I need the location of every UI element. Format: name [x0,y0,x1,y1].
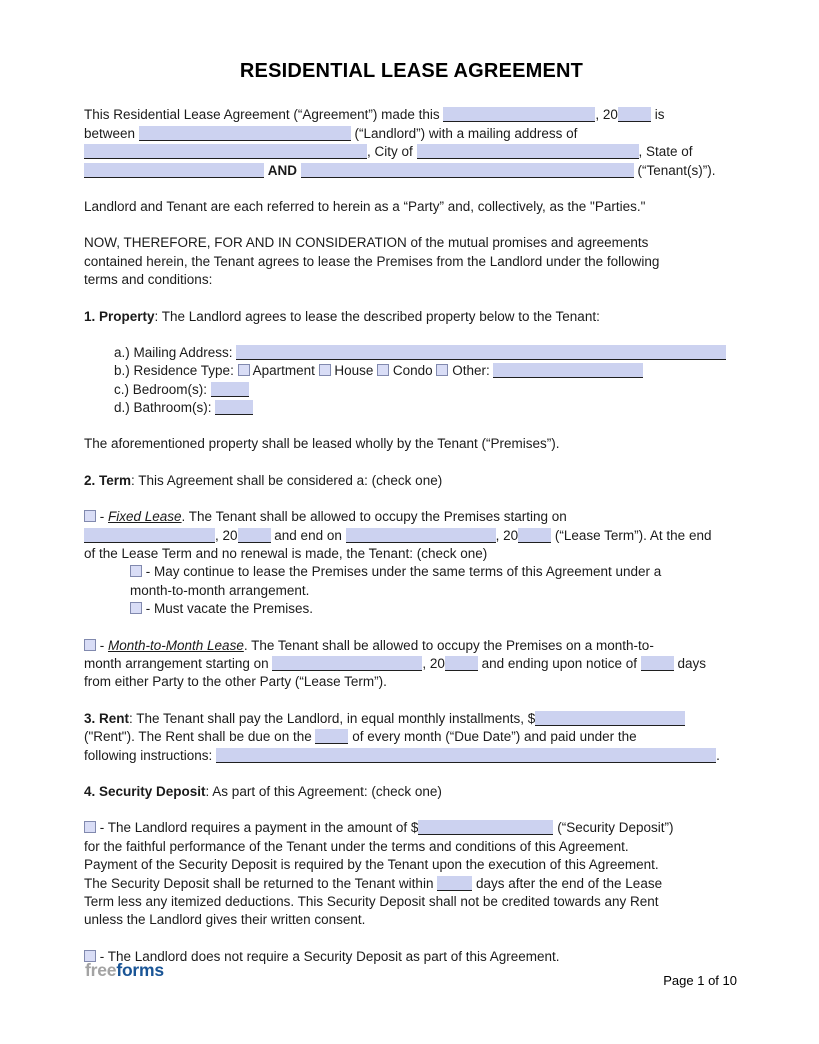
text-run: , 20 [422,656,445,671]
property-section-heading [84,308,739,326]
text-line [84,472,739,490]
blank-field[interactable] [641,656,674,671]
checkbox[interactable] [319,364,331,376]
text-line [84,234,739,252]
text-run: , City of [367,144,417,160]
text-line [84,253,739,271]
text-run: AND [267,162,298,178]
blank-field[interactable] [238,528,271,543]
blank-field[interactable] [346,528,496,543]
blank-field[interactable] [493,363,643,378]
text-run: The aforementioned property shall be leased wholly by the Tenant (“Premises”). [84,436,560,452]
checkbox[interactable] [377,364,389,376]
text-line [84,819,739,837]
text-run: days [673,656,707,671]
checkbox[interactable] [436,364,448,376]
text-run: - [96,637,108,653]
text-line [84,856,739,874]
text-run: : This Agreement shall be considered a: (check one) [131,472,443,488]
blank-field[interactable] [139,126,351,141]
text-line [84,362,739,380]
consideration-paragraph [84,234,739,289]
text-line [84,710,739,728]
text-line [84,747,739,765]
text-run: , 20 [495,527,519,543]
text-run: Other: [448,363,494,379]
text-run: , 20 [595,107,618,123]
text-run: - The Landlord requires a payment in the amount of $ [96,820,419,836]
text-run: ("Rent"). The Rent shall be due on the [84,729,316,745]
text-run: Condo [389,363,437,379]
text-run: House [330,363,378,379]
blank-field[interactable] [236,345,726,360]
text-run: following instructions: [84,747,217,763]
text-run: Fixed Lease [108,509,182,525]
text-run: - May continue to lease the Premises under the same terms of this Agreement under a [142,564,662,580]
text-run: of the Lease Term and no renewal is made, the Tenant: (check one) [84,546,488,562]
blank-field[interactable] [445,656,478,671]
document-title: RESIDENTIAL LEASE AGREEMENT [239,60,584,82]
text-run: . [716,747,720,763]
text-run: contained herein, the Tenant agrees to lease the Premises from the Landlord under the following [84,253,660,269]
text-run: month arrangement starting on [84,656,273,671]
checkbox[interactable] [130,602,142,614]
text-run: b.) Residence Type: [114,363,238,379]
text-run: 3. Rent [84,710,130,726]
text-line [84,655,739,673]
blank-field[interactable] [417,144,639,159]
text-line [84,508,739,526]
text-line [84,893,739,911]
text-run: Term less any itemized deductions. This Security Deposit shall not be credited towards any Rent [84,893,659,909]
text-line [84,582,739,600]
text-run: The Security Deposit shall be returned to the Tenant within [84,875,438,891]
text-run: - [96,509,108,525]
text-run: d.) Bathroom(s): [114,400,216,416]
text-run: from either Party to the other Party (“Lease Term”). [84,674,387,690]
text-run: This Residential Lease Agreement (“Agreement”) made this [84,107,444,123]
blank-field[interactable] [315,729,348,744]
text-line [84,527,739,545]
text-run: Landlord and Tenant are each referred to herein as a “Party” and, collectively, as the "Parties." [84,198,646,214]
text-line [84,344,739,362]
text-run: for the faithful performance of the Tenant under the terms and conditions of this Agreement. [84,838,629,854]
blank-field[interactable] [535,711,685,726]
text-line [84,673,739,691]
text-run: (“Security Deposit”) [553,820,674,836]
blank-field[interactable] [84,528,215,543]
blank-field[interactable] [437,876,472,891]
freeforms-logo [85,961,164,979]
blank-field[interactable] [211,382,249,397]
page-number: Page 1 of 10 [663,973,737,988]
text-line [84,838,739,856]
text-run: NOW, THEREFORE, FOR AND IN CONSIDERATION of the mutual promises and agreements [84,235,649,251]
text-run: 1. Property [84,308,155,324]
text-run: : The Landlord agrees to lease the described property below to the Tenant: [154,308,600,324]
document-body [84,106,739,966]
text-run: : As part of this Agreement: (check one) [205,783,442,799]
text-run: between [84,125,139,141]
intro-paragraph [84,106,739,180]
blank-field[interactable] [418,820,553,835]
text-line [84,125,739,143]
text-line [84,948,739,966]
text-line [84,271,739,289]
blank-field[interactable] [84,163,264,178]
premises-paragraph [84,435,739,453]
text-run: - The Landlord does not require a Security Deposit as part of this Agreement. [96,948,560,964]
text-line [84,308,739,326]
blank-field[interactable] [443,107,595,122]
text-run: (“Lease Term”). At the end [551,527,712,543]
text-run: , State of [638,144,693,160]
text-line [84,106,739,124]
text-run: : The Tenant shall pay the Landlord, in equal monthly installments, $ [129,710,536,726]
text-line [84,783,739,801]
checkbox[interactable] [130,565,142,577]
text-run: is [650,107,665,123]
text-run: Payment of the Security Deposit is required by the Tenant upon the execution of this Agreement. [84,857,659,873]
text-run: , 20 [215,527,238,543]
text-run: 4. Security Deposit [84,783,206,799]
security-deposit-not-required-option [84,948,739,966]
text-line [84,435,739,453]
text-line [84,600,739,618]
text-line [84,875,739,893]
text-run: . The Tenant shall be allowed to occupy the Premises starting on [181,509,567,525]
text-line [84,143,739,161]
logo-free-text: free [85,960,117,980]
checkbox[interactable] [84,639,96,651]
blank-field[interactable] [272,656,422,671]
text-line [84,381,739,399]
checkbox[interactable] [84,821,96,833]
text-run: terms and conditions: [84,272,213,288]
term-section-heading [84,472,739,490]
checkbox[interactable] [84,510,96,522]
text-line [84,545,739,563]
security-deposit-required-option [84,819,739,929]
blank-field[interactable] [84,144,367,159]
text-line [84,162,739,180]
text-line [84,637,739,655]
text-run: (“Landlord”) with a mailing address of [350,125,578,141]
text-line [84,399,739,417]
blank-field[interactable] [216,748,716,763]
text-run: (“Tenant(s)”). [633,162,716,178]
text-run: unless the Landlord gives their written consent. [84,912,366,928]
property-list [84,344,739,418]
text-run: Month-to-Month Lease [108,637,244,653]
blank-field[interactable] [215,400,253,415]
text-line [84,728,739,746]
text-run: - Must vacate the Premises. [142,601,314,617]
parties-paragraph [84,198,739,216]
month-to-month-option [84,637,739,692]
document-content [84,62,739,966]
text-line [84,198,739,216]
rent-section [84,710,739,765]
text-line [84,563,739,581]
logo-forms-text: forms [116,960,164,980]
blank-field[interactable] [518,528,551,543]
text-run: Apartment [249,363,319,379]
text-run: c.) Bedroom(s): [114,381,211,397]
text-run: . The Tenant shall be allowed to occupy the Premises on a month-to- [243,637,654,653]
fixed-lease-option [84,508,739,618]
text-run: month-to-month arrangement. [130,582,310,598]
text-line [84,911,739,929]
text-run: days after the end of the Lease [472,875,663,891]
text-run: 2. Term [84,472,132,488]
security-deposit-heading [84,783,739,801]
blank-field[interactable] [301,163,634,178]
text-run: of every month (“Due Date”) and paid under the [348,729,637,745]
blank-field[interactable] [618,107,651,122]
text-run: a.) Mailing Address: [114,344,237,360]
text-run: and end on [270,527,346,543]
checkbox[interactable] [238,364,250,376]
text-run: and ending upon notice of [477,656,641,671]
